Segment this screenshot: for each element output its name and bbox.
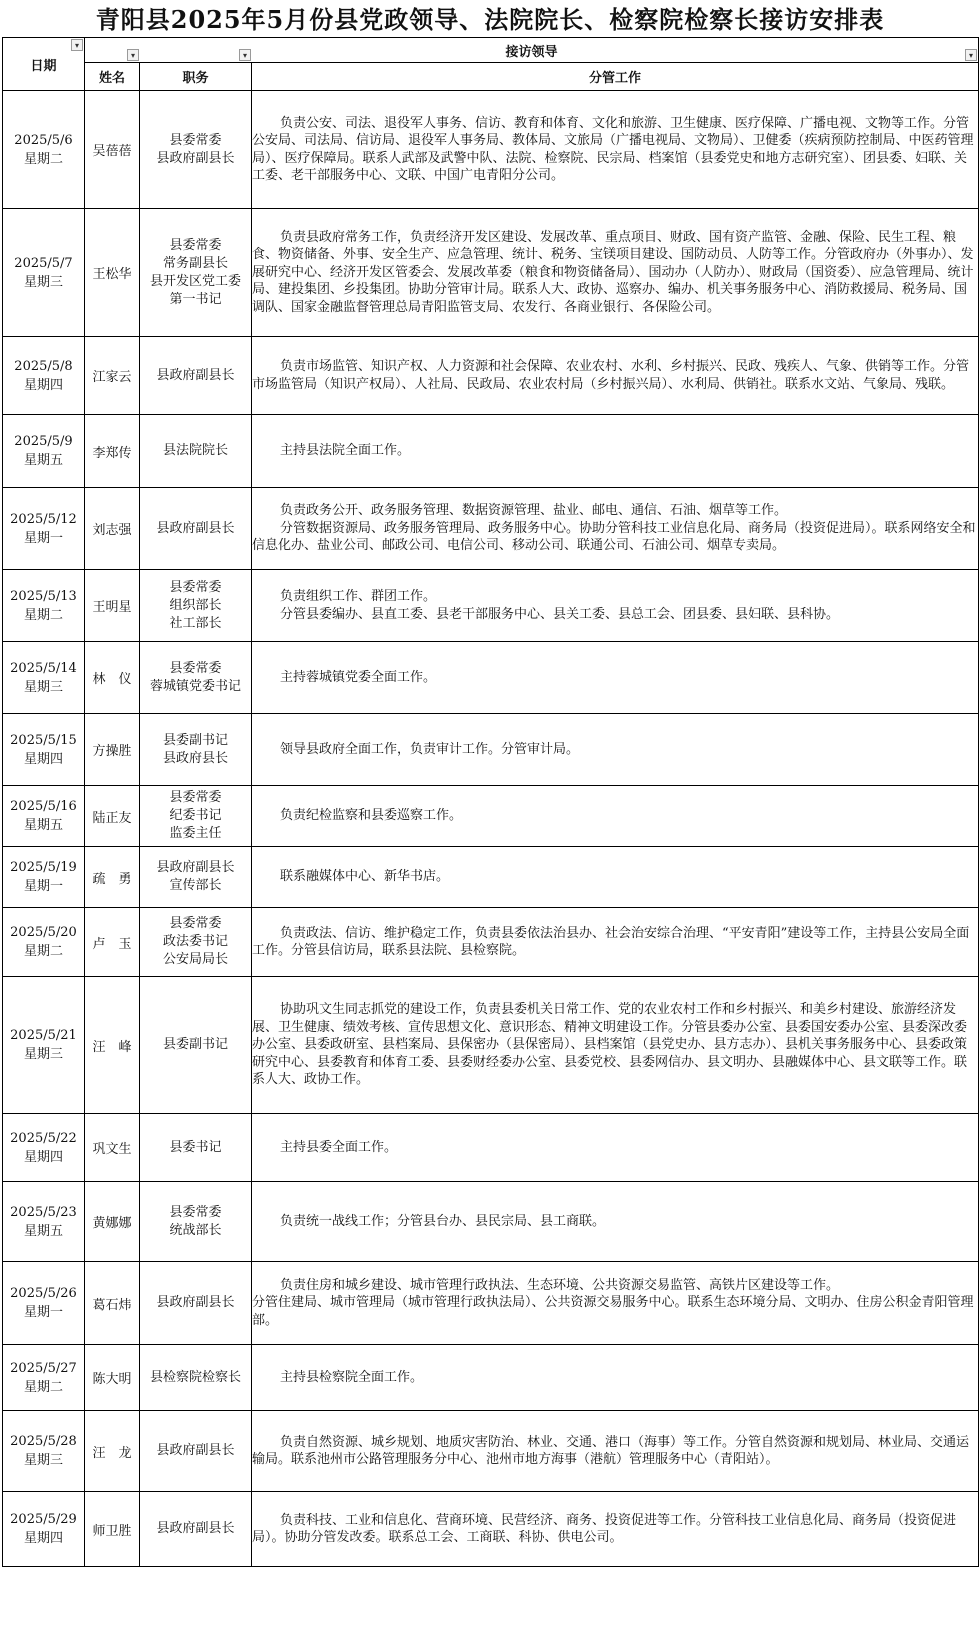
position-cell[interactable] (140, 337, 252, 415)
page-title: 青阳县2025年5月份县党政领导、法院院长、检察院检察长接访安排表 (95, 5, 885, 34)
date-value: 2025/5/6 (14, 132, 73, 148)
position-line: 县政府副县长 (156, 520, 235, 536)
work-paragraph: 负责县政府常务工作，负责经济开发区建设、发展改革、重点项目、财政、国有资产监管、金融、保险、民生工程、粮食、物资储备、外事、安全生产、应急管理、统计、税务、宝镁项目建设、国防动员、人防等工作。分管政府办（外事办）、发展研究中心、经济开发区管委会、发展改革委（粮食和物资储备局）、国动办（人防办）、财政局（国资委）、应急管理局、统计局、建投集团、乡投集团。协助分管审计局。联系人大、政协、巡察办、编办、机关事务服务中心、消防救援局、税务局、国调队、国家金融监督管理总局青阳监管支局、农发行、各商业银行、各保险公司。 (252, 229, 974, 315)
position-cell[interactable] (140, 488, 252, 570)
weekday-value: 星期四 (23, 1531, 63, 1546)
position-cell[interactable] (140, 847, 252, 908)
work-paragraph: 负责统一战线工作；分管县台办、县民宗局、县工商联。 (280, 1213, 606, 1229)
date-value: 2025/5/23 (10, 1204, 77, 1220)
date-cell[interactable] (3, 786, 85, 847)
position-line: 县委常委 (169, 237, 222, 253)
position-line: 县委副书记 (162, 1037, 228, 1052)
date-cell[interactable] (3, 488, 85, 570)
name-cell[interactable]: 江家云 (85, 337, 140, 415)
header-name: 姓名 (85, 63, 140, 91)
position-line: 社工部长 (169, 615, 222, 631)
work-paragraph: 主持蓉城镇党委全面工作。 (280, 669, 437, 685)
name-cell[interactable]: 葛石炜 (85, 1262, 140, 1345)
position-cell[interactable] (140, 415, 252, 488)
name-cell[interactable]: 李郑传 (85, 415, 140, 488)
position-line: 第一书记 (169, 291, 222, 307)
date-value: 2025/5/22 (10, 1130, 77, 1146)
table-body (3, 91, 979, 1567)
date-value: 2025/5/15 (10, 732, 77, 748)
position-filter-dropdown-icon[interactable]: ▾ (239, 49, 251, 61)
date-value: 2025/5/21 (10, 1028, 77, 1043)
position-cell[interactable] (140, 209, 252, 337)
weekday-value: 星期三 (23, 1047, 63, 1062)
date-cell[interactable] (3, 209, 85, 337)
position-cell[interactable] (140, 1114, 252, 1182)
position-line: 县委常委 (169, 579, 222, 595)
schedule-table (2, 37, 979, 1567)
name-cell[interactable]: 林 仪 (85, 642, 140, 714)
table-row (3, 786, 979, 847)
name-filter-dropdown-icon[interactable]: ▾ (127, 49, 139, 61)
work-paragraph: 负责科技、工业和信息化、营商环境、民营经济、商务、投资促进等工作。分管科技工业信息化局、商务局（投资促进局）。协助分管发改委。联系总工会、工商联、科协、供电公司。 (252, 1512, 957, 1545)
weekday-value: 星期二 (23, 607, 63, 623)
work-paragraph: 负责纪检监察和县委巡察工作。 (280, 808, 463, 824)
weekday-value: 星期四 (23, 751, 63, 767)
weekday-value: 星期三 (23, 679, 63, 695)
date-value: 2025/5/20 (10, 925, 77, 940)
position-line: 县委书记 (169, 1139, 222, 1155)
work-paragraph: 分管县委编办、县直工委、县老干部服务中心、县关工委、县总工会、团县委、县妇联、县科协。 (280, 606, 840, 622)
table-row (3, 1262, 979, 1345)
date-cell[interactable] (3, 1492, 85, 1567)
name-cell[interactable]: 王松华 (85, 209, 140, 337)
work-cell[interactable] (252, 488, 979, 570)
table-row (3, 570, 979, 642)
weekday-value: 星期一 (23, 530, 63, 546)
position-line: 蓉城镇党委书记 (149, 678, 241, 694)
work-paragraph: 负责政务公开、政务服务管理、数据资源管理、盐业、邮电、通信、石油、烟草等工作。 (280, 503, 788, 519)
position-cell[interactable] (140, 570, 252, 642)
work-paragraph: 主持县检察院全面工作。 (280, 1369, 424, 1385)
date-value: 2025/5/16 (10, 799, 77, 814)
name-cell[interactable]: 刘志强 (85, 488, 140, 570)
position-cell[interactable] (140, 91, 252, 209)
weekday-value: 星期三 (23, 274, 63, 290)
table-row (3, 1411, 979, 1492)
position-cell[interactable] (140, 977, 252, 1114)
work-cell[interactable] (252, 570, 979, 642)
position-line: 县政府副县长 (156, 1521, 235, 1536)
position-line: 常务副县长 (162, 255, 228, 271)
table-row (3, 488, 979, 570)
weekday-value: 星期一 (23, 1305, 63, 1320)
table-row (3, 1114, 979, 1182)
work-paragraph: 分管住建局、城市管理局（城市管理行政执法局）、公共资源交易服务中心。联系生态环境分局、文明办、住房公积金青阳管理部。 (252, 1295, 974, 1328)
position-line: 县政府县长 (162, 750, 228, 766)
work-filter-dropdown-icon[interactable]: ▾ (965, 49, 977, 61)
table-row (3, 337, 979, 415)
work-cell[interactable] (252, 415, 979, 488)
position-line: 监委主任 (169, 826, 222, 841)
table-row (3, 1345, 979, 1411)
date-value: 2025/5/12 (10, 511, 77, 527)
position-cell[interactable] (140, 1411, 252, 1492)
position-line: 县委常委 (169, 132, 222, 148)
header-group-label: 接访领导 (505, 44, 558, 60)
position-cell[interactable] (140, 1492, 252, 1567)
work-paragraph: 主持县法院全面工作。 (280, 443, 411, 459)
work-cell[interactable] (252, 209, 979, 337)
work-cell[interactable] (252, 337, 979, 415)
header-position: 职务 (140, 63, 252, 91)
work-cell[interactable] (252, 1345, 979, 1411)
weekday-value: 星期五 (23, 453, 63, 468)
table-row (3, 977, 979, 1114)
table-row (3, 908, 979, 977)
work-cell[interactable] (252, 714, 979, 786)
work-paragraph: 分管数据资源局、政务服务管理局、政务服务中心。协助分管科技工业信息化局、商务局（投资促进局）。联系网络安全和信息化办、盐业公司、邮政公司、电信公司、移动公司、联通公司、石油公司、烟草专卖局。 (252, 520, 976, 554)
date-value: 2025/5/19 (10, 860, 77, 875)
weekday-value: 星期五 (23, 1223, 63, 1239)
weekday-value: 星期四 (23, 1149, 63, 1165)
position-cell[interactable] (140, 642, 252, 714)
table-row (3, 91, 979, 209)
table-row (3, 415, 979, 488)
work-cell[interactable] (252, 847, 979, 908)
position-line: 县法院院长 (162, 443, 228, 458)
work-cell[interactable] (252, 977, 979, 1114)
table-row (3, 209, 979, 337)
header-date-label: 日期 (30, 58, 57, 74)
name-cell[interactable]: 吴蓓蓓 (85, 91, 140, 209)
name-cell[interactable]: 汪 龙 (85, 1411, 140, 1492)
work-cell[interactable] (252, 91, 979, 209)
position-line: 政法委书记 (162, 934, 228, 949)
work-paragraph: 负责政法、信访、维护稳定工作，负责县委依法治县办、社会治安综合治理、“平安青阳”建设等工作，主持县公安局全面工作。分管县信访局，联系县法院、县检察院。 (252, 925, 970, 958)
work-cell[interactable] (252, 1262, 979, 1345)
table-row (3, 1182, 979, 1262)
date-cell[interactable] (3, 714, 85, 786)
work-paragraph: 负责组织工作、群团工作。 (280, 589, 437, 604)
date-cell[interactable] (3, 570, 85, 642)
date-value: 2025/5/28 (10, 1434, 77, 1449)
name-cell[interactable]: 王明星 (85, 570, 140, 642)
work-cell[interactable] (252, 642, 979, 714)
date-cell[interactable] (3, 1182, 85, 1262)
work-paragraph: 协助巩文生同志抓党的建设工作，负责县委机关日常工作、党的农业农村工作和乡村振兴、和美乡村建设、旅游经济发展、卫生健康、绩效考核、宣传思想文化、意识形态、精神文明建设工作。分管县委办公室、县委国安委办公室、县委深改委办公室、县委政研室、县档案局、县保密办（县保密局）、县档案馆（县党史办、县方志办）、县机关事务服务中心、县委政策研究中心、县委教育和体育工委、县委财经委办公室、县委党校、县委网信办、县文明办、县融媒体中心、县文联等工作。联系人大、政协工作。 (252, 1002, 968, 1088)
work-cell[interactable] (252, 1411, 979, 1492)
date-value: 2025/5/9 (14, 434, 73, 449)
name-cell[interactable]: 卢 玉 (85, 908, 140, 977)
date-cell[interactable] (3, 415, 85, 488)
name-cell[interactable]: 巩文生 (85, 1114, 140, 1182)
position-line: 县委常委 (169, 660, 222, 676)
position-line: 县政府副县长 (156, 367, 235, 383)
name-cell[interactable]: 师卫胜 (85, 1492, 140, 1567)
work-cell[interactable] (252, 908, 979, 977)
name-cell[interactable]: 陈大明 (85, 1345, 140, 1411)
name-cell[interactable]: 疏 勇 (85, 847, 140, 908)
date-cell[interactable] (3, 1262, 85, 1345)
table-row (3, 1492, 979, 1567)
weekday-value: 星期三 (23, 1453, 63, 1468)
work-cell[interactable] (252, 1492, 979, 1567)
position-line: 县政府副县长 (156, 1295, 235, 1310)
date-cell[interactable] (3, 847, 85, 908)
name-cell[interactable]: 陆正友 (85, 786, 140, 847)
work-paragraph: 主持县委全面工作。 (280, 1139, 398, 1155)
date-value: 2025/5/13 (10, 588, 77, 604)
position-line: 宣传部长 (169, 878, 222, 893)
position-cell[interactable] (140, 1345, 252, 1411)
weekday-value: 星期四 (23, 377, 63, 393)
position-line: 公安局局长 (162, 952, 228, 967)
position-line: 统战部长 (169, 1222, 222, 1238)
position-line: 县政府副县长 (156, 1443, 235, 1458)
date-value: 2025/5/27 (10, 1360, 77, 1376)
date-cell[interactable] (3, 337, 85, 415)
work-paragraph: 领导县政府全面工作，负责审计工作。分管审计局。 (280, 741, 580, 757)
table-row (3, 847, 979, 908)
position-cell[interactable] (140, 714, 252, 786)
position-cell[interactable] (140, 908, 252, 977)
work-paragraph: 负责公安、司法、退役军人事务、信访、教育和体育、文化和旅游、卫生健康、医疗保障、广播电视、文物等工作。分管公安局、司法局、信访局、退役军人事务局、教体局、文旅局（广播电视局、文物局）、卫健委（疾病预防控制局、中医药管理局）、医疗保障局。联系人武部及武警中队、法院、检察院、民宗局、档案馆（县委党史和地方志研究室）、团县委、妇联、关工委、老干部服务中心、文联、中国广电青阳分公司。 (252, 115, 974, 183)
work-paragraph: 负责市场监管、知识产权、人力资源和社会保障、农业农村、水利、乡村振兴、民政、残疾人、气象、供销等工作。分管市场监管局（知识产权局）、人社局、民政局、农业农村局（乡村振兴局）、水利局、供销社。联系水文站、气象局、残联。 (252, 359, 970, 392)
date-cell[interactable] (3, 1411, 85, 1492)
date-cell[interactable] (3, 642, 85, 714)
work-paragraph: 联系融媒体中心、新华书店。 (280, 869, 450, 885)
date-value: 2025/5/14 (10, 660, 77, 676)
date-cell[interactable] (3, 1114, 85, 1182)
weekday-value: 星期二 (23, 944, 63, 959)
position-cell[interactable] (140, 1262, 252, 1345)
work-cell[interactable] (252, 1114, 979, 1182)
date-cell[interactable] (3, 908, 85, 977)
weekday-value: 星期二 (23, 1379, 63, 1395)
name-cell[interactable]: 黄娜娜 (85, 1182, 140, 1262)
position-cell[interactable] (140, 1182, 252, 1262)
date-value: 2025/5/26 (10, 1286, 77, 1301)
date-filter-dropdown-icon[interactable]: ▾ (71, 39, 83, 51)
position-line: 县检察院检察长 (149, 1369, 241, 1385)
position-line: 县开发区党工委 (149, 273, 241, 289)
header-work: 分管工作 (252, 63, 979, 91)
position-line: 县委副书记 (162, 732, 228, 748)
name-cell[interactable]: 汪 峰 (85, 977, 140, 1114)
weekday-value: 星期五 (23, 818, 63, 833)
work-cell[interactable] (252, 786, 979, 847)
work-cell[interactable] (252, 1182, 979, 1262)
position-line: 纪委书记 (169, 808, 222, 823)
weekday-value: 星期一 (23, 879, 63, 894)
table-row (3, 714, 979, 786)
date-value: 2025/5/8 (14, 358, 73, 374)
position-line: 县委常委 (169, 1204, 222, 1220)
date-cell[interactable] (3, 1345, 85, 1411)
date-cell[interactable] (3, 91, 85, 209)
position-line: 组织部长 (169, 597, 222, 613)
position-cell[interactable] (140, 786, 252, 847)
date-value: 2025/5/29 (10, 1512, 77, 1527)
work-paragraph: 负责自然资源、城乡规划、地质灾害防治、林业、交通、港口（海事）等工作。分管自然资源和规划局、林业局、交通运输局。联系池州市公路管理服务分中心、池州市地方海事（港航）管理服务中心（青阳站）。 (252, 1434, 970, 1467)
name-cell[interactable]: 方操胜 (85, 714, 140, 786)
header-group (85, 38, 979, 63)
weekday-value: 星期二 (23, 151, 63, 167)
date-value: 2025/5/7 (14, 255, 73, 271)
table-row (3, 642, 979, 714)
position-line: 县委常委 (169, 790, 222, 805)
position-line: 县委常委 (169, 916, 222, 931)
date-cell[interactable] (3, 977, 85, 1114)
header-date (3, 38, 85, 91)
position-line: 县政府副县长 (156, 860, 235, 875)
position-line: 县政府副县长 (156, 150, 235, 166)
work-paragraph: 负责住房和城乡建设、城市管理行政执法、生态环境、公共资源交易监管、高铁片区建设等工作。 (280, 1277, 840, 1293)
